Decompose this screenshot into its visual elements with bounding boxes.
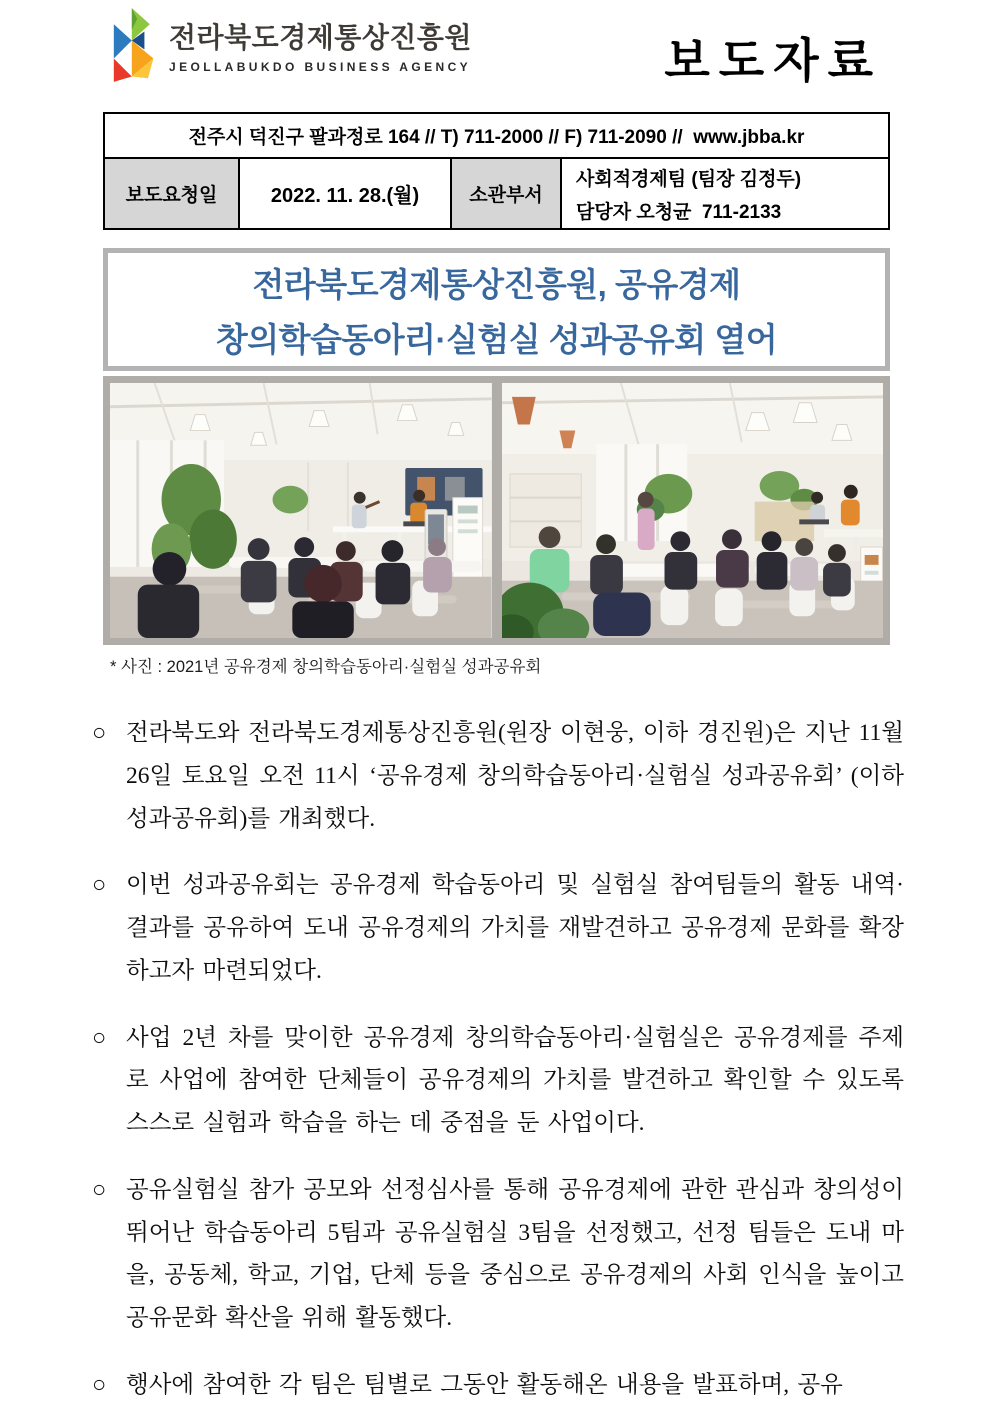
header — [103, 0, 890, 108]
headline-box — [103, 248, 890, 371]
document-type-title: 보도자료 — [664, 34, 882, 87]
agency-logo-text — [169, 16, 472, 74]
paragraph-2 — [92, 864, 904, 992]
paragraph-5-text: 행사에 참여한 각 팀은 팀별로 그동안 활동해온 내용을 발표하며, 공유 — [126, 1371, 843, 1398]
department-contact-line: 담당자 오청균 711-2133 — [576, 201, 782, 223]
event-photo-2 — [502, 383, 884, 638]
photo-caption: * 사진 : 2021년 공유경제 창의학습동아리·실험실 성과공유회 — [110, 658, 542, 676]
bullet-circle-icon: ○ — [92, 1176, 107, 1203]
request-date-value: 2022. 11. 28.(월) — [240, 159, 452, 228]
paragraph-3-text: 사업 2년 차를 맞이한 공유경제 창의학습동아리·실험실은 공유경제를 주제로 사업에 참여한 단체들이 공유경제의 가치를 발견하고 확인할 수 있도록 스스로 실험과 학습을 하는 데 중점을 둔 사업이다. — [126, 1024, 904, 1137]
headline-line-2: 창의학습동아리·실험실 성과공유회 열어 — [215, 320, 778, 358]
bullet-circle-icon: ○ — [92, 872, 107, 899]
department-info — [562, 159, 888, 228]
paragraph-5 — [92, 1364, 904, 1403]
paragraph-3 — [92, 1017, 904, 1145]
article-body — [92, 712, 904, 1403]
paragraph-1-text: 전라북도와 전라북도경제통상진흥원(원장 이현웅, 이하 경진원)은 지난 11월 26일 토요일 오전 11시 ‘공유경제 창의학습동아리·실험실 성과공유회’ (이하 성과공유회)를 개최했다. — [126, 720, 904, 832]
agency-logo — [103, 4, 472, 86]
request-date-label: 보도요청일 — [105, 159, 240, 228]
agency-address-bar: 전주시 덕진구 팔과정로 164 // T) 711-2000 // F) 711-2090 // www.jbba.kr — [103, 112, 890, 159]
headline-line-1: 전라북도경제통상진흥원, 공유경제 — [252, 265, 741, 303]
bullet-circle-icon: ○ — [92, 1024, 107, 1051]
bullet-circle-icon: ○ — [92, 1371, 107, 1398]
agency-logo-icon — [103, 4, 157, 86]
agency-name-korean: 전라북도경제통상진흥원 — [169, 22, 473, 53]
agency-name-english: JEOLLABUKDO BUSINESS AGENCY — [169, 60, 472, 74]
department-team-line: 사회적경제팀 (팀장 김정두) — [576, 168, 802, 190]
department-label: 소관부서 — [452, 159, 562, 228]
bullet-circle-icon: ○ — [92, 720, 107, 746]
paragraph-1 — [92, 712, 904, 840]
paragraph-2-text: 이번 성과공유회는 공유경제 학습동아리 및 실험실 참여팀들의 활동 내역·결과를 공유하여 도내 공유경제의 가치를 재발견하고 공유경제 문화를 확장하고자 마련되었다. — [126, 872, 904, 984]
press-info-table — [103, 159, 890, 230]
photo-band — [103, 376, 890, 645]
event-photo-1 — [110, 383, 492, 638]
paragraph-4 — [92, 1169, 904, 1340]
paragraph-4-text: 공유실험실 참가 공모와 선정심사를 통해 공유경제에 관한 관심과 창의성이 뛰어난 학습동아리 5팀과 공유실험실 3팀을 선정했고, 선정 팀들은 도내 마을, 공동체, 학교, 기업, 단체 등을 중심으로 공유경제의 사회 인식을 높이고 공유문화 확산을 위해 활동했다. — [126, 1176, 904, 1332]
